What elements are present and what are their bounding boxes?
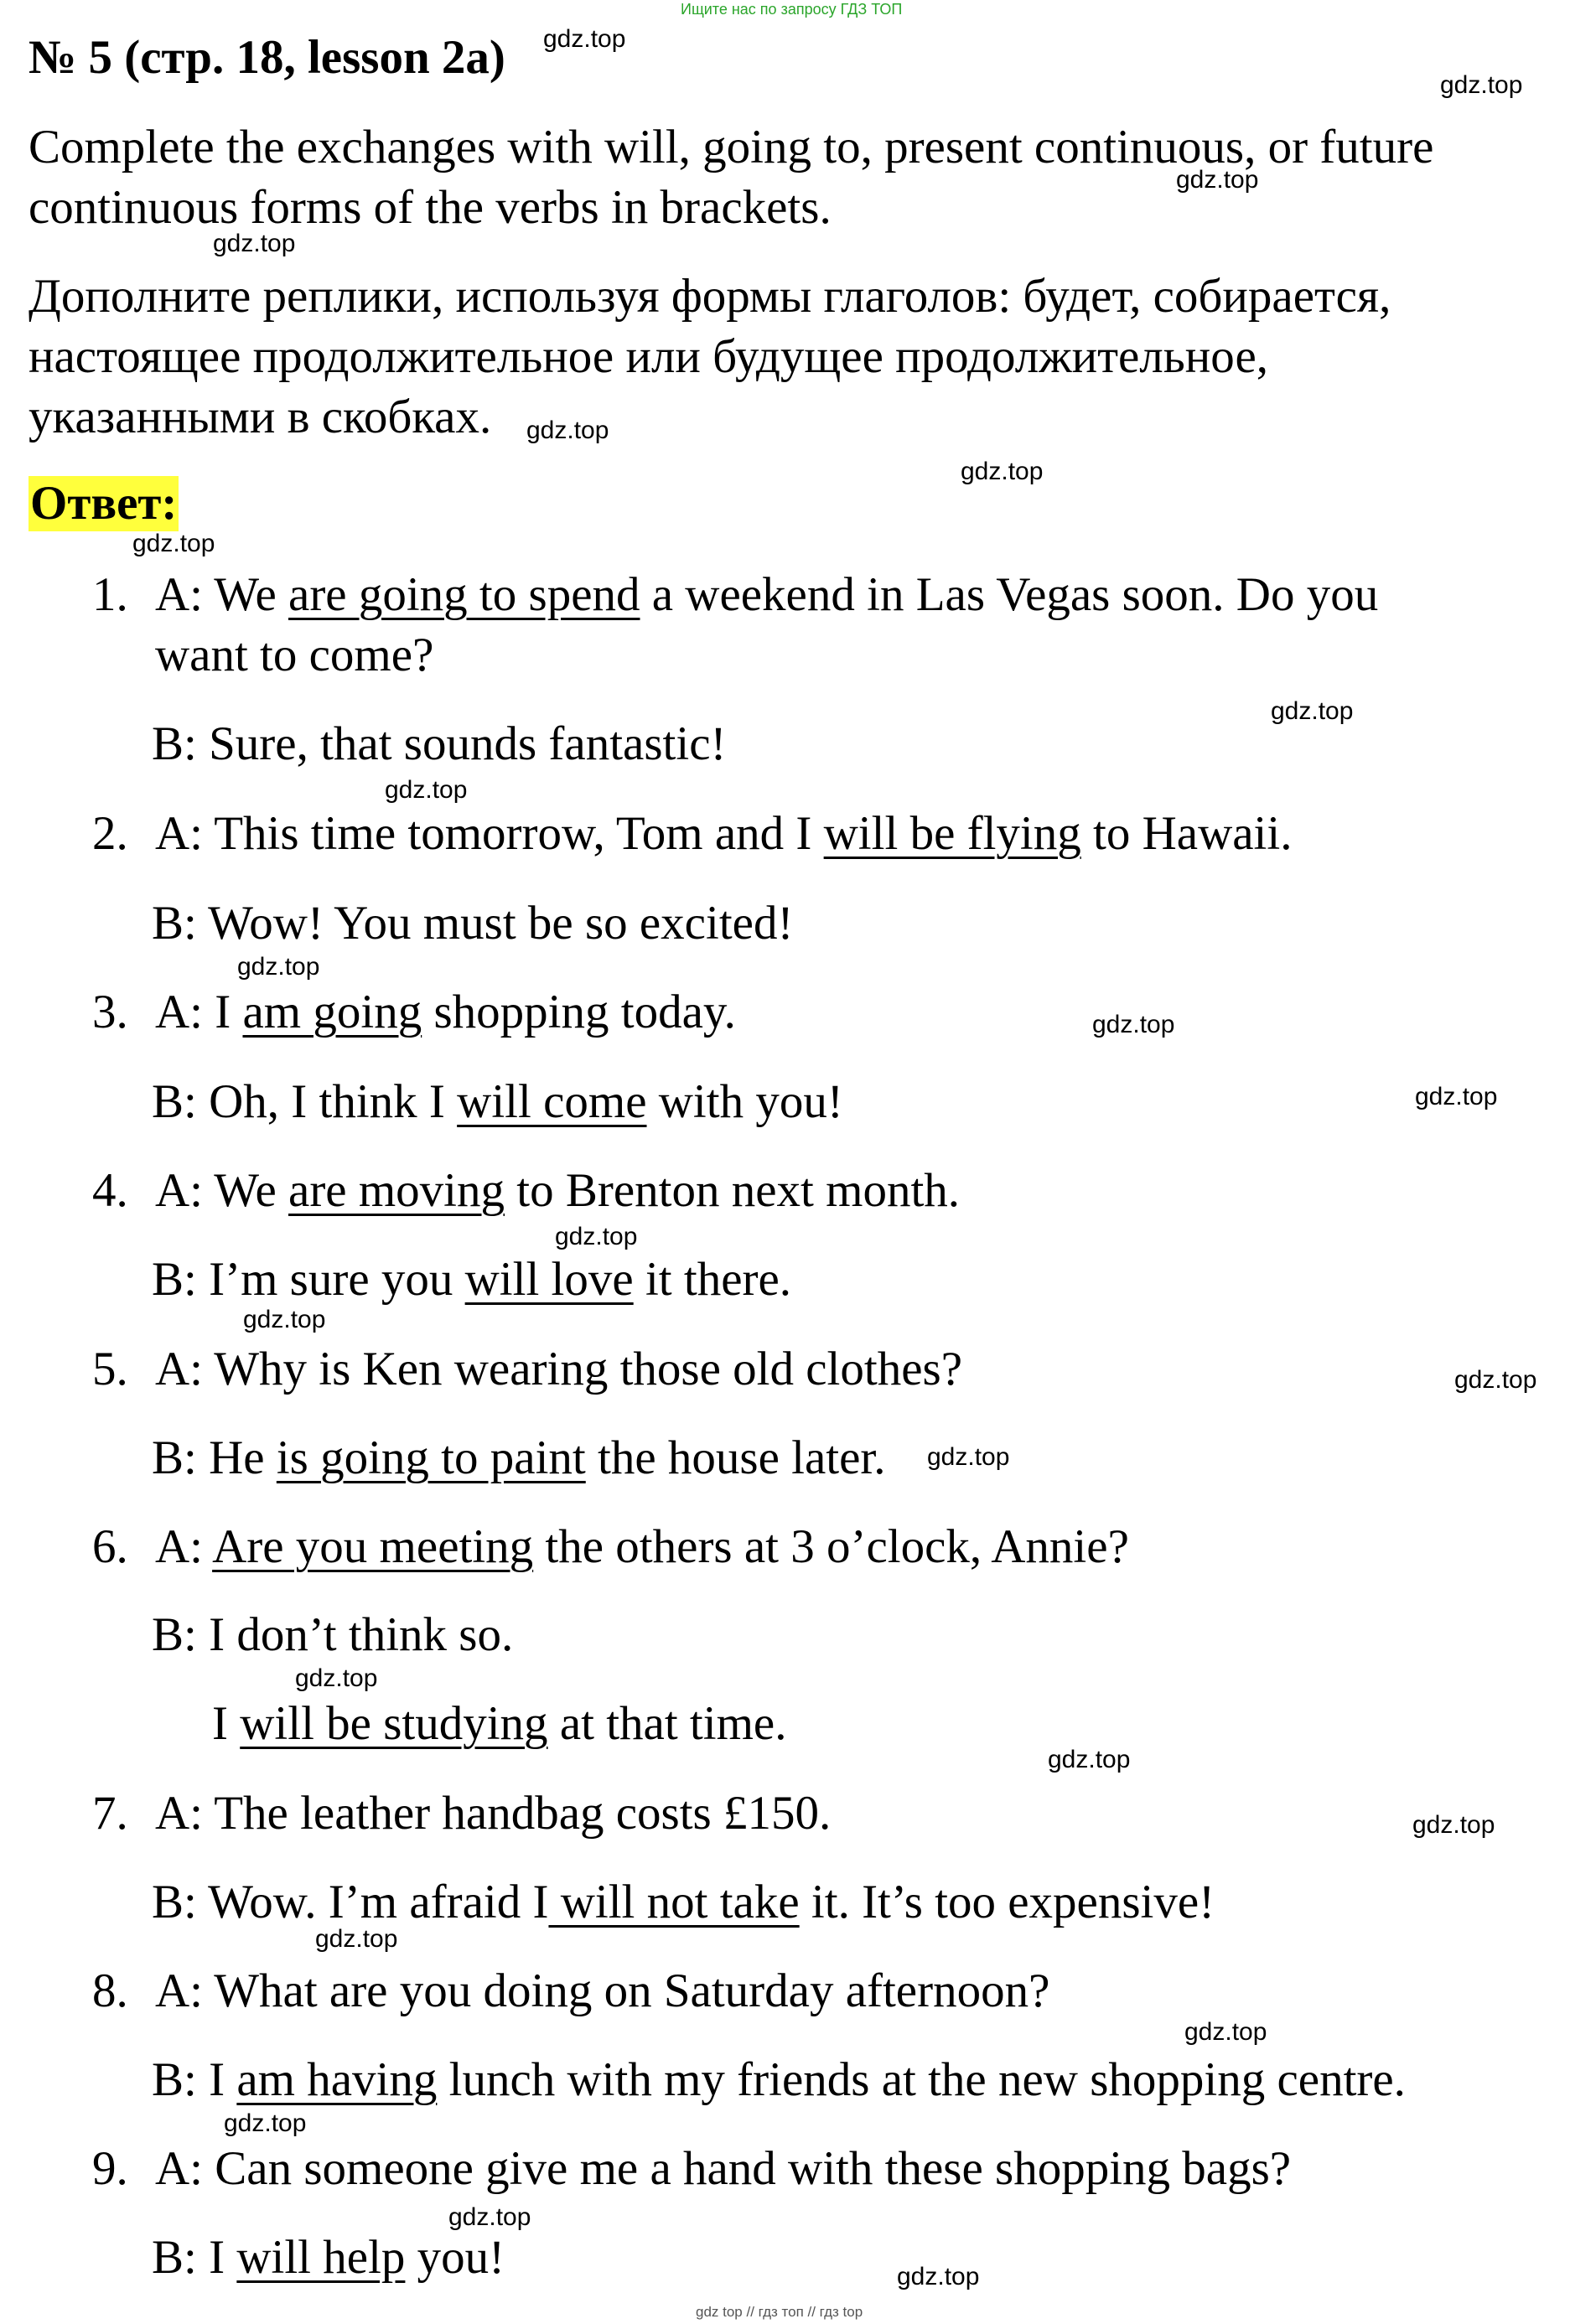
item-8-line-a: A: What are you doing on Saturday afternoon? — [155, 1964, 1050, 2017]
watermark: gdz.top — [1271, 697, 1354, 725]
item-number: 3. — [92, 986, 128, 1038]
item-6-line-b: B: I don’t think so. — [152, 1608, 514, 1661]
answer-verb: will come — [457, 1075, 647, 1128]
watermark: gdz.top — [1440, 71, 1523, 99]
item-6-line-c: I will be studying at that time. — [212, 1697, 787, 1750]
watermark: gdz.top — [132, 530, 215, 557]
watermark: gdz.top — [526, 417, 609, 444]
answer-verb: am going — [242, 986, 422, 1038]
item-7-line-b: B: Wow. I’m afraid I will not take it. It’s too expensive! — [152, 1876, 1215, 1928]
watermark: gdz.top — [237, 953, 320, 981]
item-number: 8. — [92, 1964, 128, 2017]
instruction-en-line-1: Complete the exchanges with will, going to, present continuous, or future — [28, 121, 1434, 173]
watermark: gdz.top — [315, 1925, 398, 1953]
watermark: gdz.top — [1454, 1366, 1537, 1394]
instruction-en-line-2: continuous forms of the verbs in brackets. — [28, 181, 832, 234]
answer-verb: is going to paint — [276, 1431, 586, 1484]
watermark: gdz.top — [543, 25, 626, 53]
item-1-line-a2: want to come? — [155, 629, 434, 681]
watermark: gdz.top — [897, 2263, 980, 2290]
item-4-line-b: B: I’m sure you will love it there. — [152, 1253, 792, 1306]
answer-verb: will not take — [548, 1876, 800, 1928]
top-search-note: Ищите нас по запросу ГДЗ ТОП — [681, 1, 903, 18]
watermark: gdz.top — [448, 2203, 531, 2231]
item-9-line-b: B: I will help you! — [152, 2231, 505, 2284]
answer-verb: will help — [236, 2231, 406, 2284]
watermark: gdz.top — [555, 1223, 638, 1250]
answer-verb: are going to spend — [288, 568, 640, 621]
watermark: gdz.top — [1048, 1746, 1131, 1773]
answer-label: Ответ: — [30, 477, 178, 530]
item-9-line-a: A: Can someone give me a hand with these shopping bags? — [155, 2142, 1292, 2195]
answer-verb: Are you meeting — [212, 1520, 534, 1573]
watermark: gdz.top — [927, 1443, 1010, 1471]
item-2-line-b: B: Wow! You must be so excited! — [152, 897, 794, 950]
item-number: 6. — [92, 1520, 128, 1573]
item-1-line-a1: A: We are going to spend a weekend in Las Vegas soon. Do you — [155, 568, 1379, 621]
item-3-line-a: A: I am going shopping today. — [155, 986, 736, 1038]
item-2-line-a: A: This time tomorrow, Tom and I will be flying to Hawaii. — [155, 807, 1293, 860]
item-number: 5. — [92, 1343, 128, 1395]
watermark: gdz.top — [961, 458, 1044, 485]
instruction-ru-line-3: указанными в скобках. — [28, 391, 492, 443]
watermark: gdz.top — [1415, 1083, 1498, 1110]
item-6-line-a: A: Are you meeting the others at 3 o’clock, Annie? — [155, 1520, 1129, 1573]
answer-verb: am having — [236, 2053, 438, 2106]
item-number: 7. — [92, 1787, 128, 1840]
item-1-line-b: B: Sure, that sounds fantastic! — [152, 717, 727, 770]
watermark: gdz.top — [1176, 166, 1259, 194]
item-number: 9. — [92, 2142, 128, 2195]
instruction-ru-line-2: настоящее продолжительное или будущее продолжительное, — [28, 330, 1268, 383]
watermark: gdz.top — [224, 2109, 307, 2137]
item-5-line-b: B: He is going to paint the house later. — [152, 1431, 886, 1484]
instruction-ru-line-1: Дополните реплики, используя формы глаголов: будет, собирается, — [28, 270, 1391, 323]
watermark: gdz.top — [1412, 1811, 1495, 1839]
footer-text: gdz top // гдз топ // гдз top — [696, 2304, 863, 2320]
watermark: gdz.top — [243, 1306, 326, 1333]
item-4-line-a: A: We are moving to Brenton next month. — [155, 1164, 961, 1217]
item-number: 2. — [92, 807, 128, 860]
watermark: gdz.top — [1184, 2018, 1267, 2046]
item-3-line-b: B: Oh, I think I will come with you! — [152, 1075, 843, 1128]
item-7-line-a: A: The leather handbag costs £150. — [155, 1787, 832, 1840]
item-number: 4. — [92, 1164, 128, 1217]
watermark: gdz.top — [1092, 1011, 1175, 1038]
answer-verb: are moving — [288, 1164, 505, 1217]
answer-verb: will love — [464, 1253, 634, 1306]
item-number: 1. — [92, 568, 128, 621]
item-5-line-a: A: Why is Ken wearing those old clothes? — [155, 1343, 962, 1395]
answer-verb: will be flying — [823, 807, 1081, 860]
watermark: gdz.top — [295, 1664, 378, 1692]
watermark: gdz.top — [385, 776, 468, 804]
page-title: № 5 (стр. 18, lesson 2a) — [28, 31, 505, 84]
watermark: gdz.top — [213, 230, 296, 257]
item-8-line-b: B: I am having lunch with my friends at the new shopping centre. — [152, 2053, 1406, 2106]
answer-verb: will be studying — [240, 1697, 548, 1750]
